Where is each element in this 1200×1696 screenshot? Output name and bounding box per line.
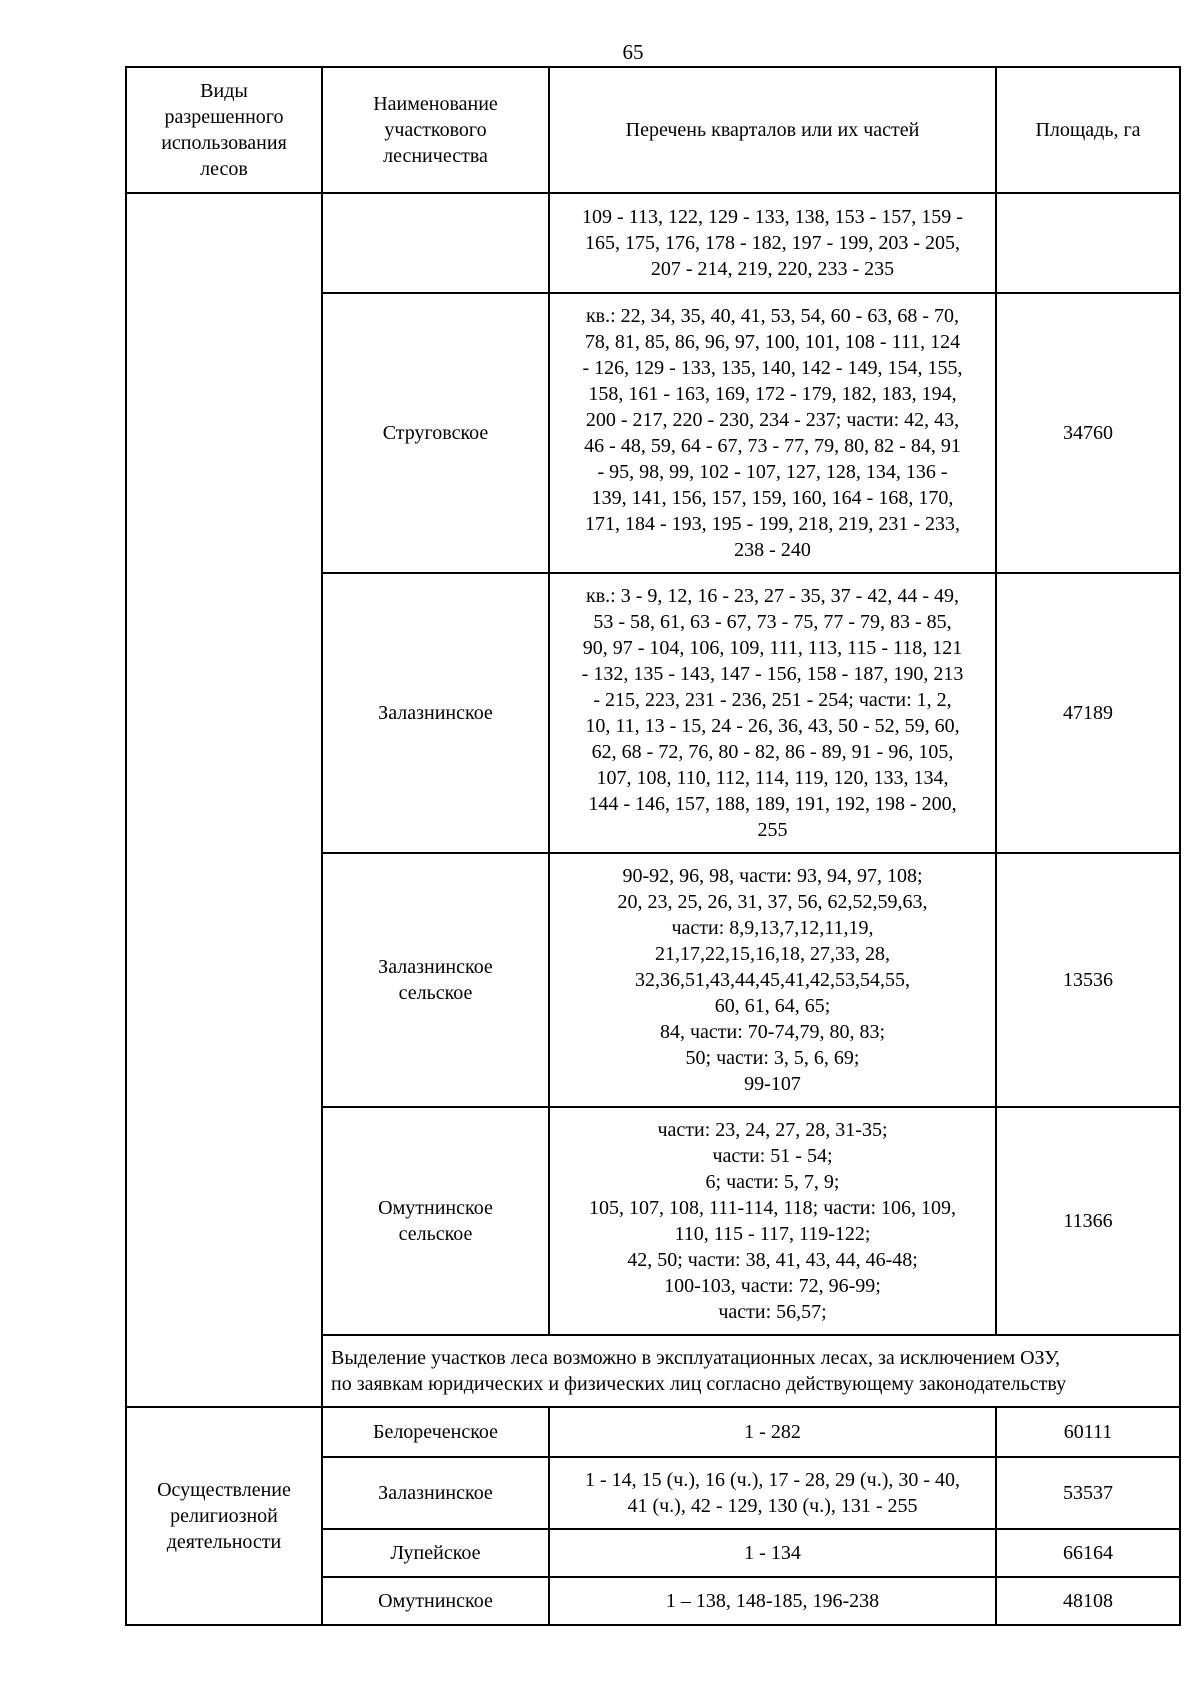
use-type-cell-empty <box>126 193 322 1407</box>
forestry-cell: Омутнинское сельское <box>322 1107 549 1335</box>
quarters-cell: кв.: 3 - 9, 12, 16 - 23, 27 - 35, 37 - 42, 44 - 49, 53 - 58, 61, 63 - 67, 73 - 75, 77 - 79, 83 - 85, 90, 97 - 104, 106, 109, 111, 113, 115 - 118, 121 - 132, 135 - 143, 147 - 156, 158 - 187, 190, 213 - 215, 223, 231 - 236, 251 - 254; части: 1, 2, 10, 11, 13 - 15, 24 - 26, 36, 43, 50 - 52, 59, 60, 62, 68 - 72, 76, 80 - 82, 86 - 89, 91 - 96, 105, 107, 108, 110, 112, 114, 119, 120, 133, 134, 144 - 146, 157, 188, 189, 191, 192, 198 - 200, 255 <box>549 573 996 853</box>
header-use-type: Виды разрешенного использования лесов <box>126 67 322 193</box>
table-row <box>126 193 1180 293</box>
area-cell: 60111 <box>996 1407 1180 1457</box>
header-quarters-list: Перечень кварталов или их частей <box>549 67 996 193</box>
forestry-cell: Омутнинское <box>322 1577 549 1625</box>
forestry-cell <box>322 193 549 293</box>
quarters-cell: 109 - 113, 122, 129 - 133, 138, 153 - 157, 159 - 165, 175, 176, 178 - 182, 197 - 199, 203 - 205, 207 - 214, 219, 220, 233 - 235 <box>549 193 996 293</box>
allocation-note: Выделение участков леса возможно в эксплуатационных лесах, за исключением ОЗУ, по заявкам юридических и физических лиц согласно действующему законодательству <box>322 1335 1180 1407</box>
header-area: Площадь, га <box>996 67 1180 193</box>
quarters-cell: 1 - 282 <box>549 1407 996 1457</box>
area-cell <box>996 193 1180 293</box>
forestry-cell: Белореченское <box>322 1407 549 1457</box>
area-cell: 11366 <box>996 1107 1180 1335</box>
quarters-cell: 1 - 14, 15 (ч.), 16 (ч.), 17 - 28, 29 (ч.), 30 - 40, 41 (ч.), 42 - 129, 130 (ч.), 131 - 255 <box>549 1457 996 1529</box>
forestry-cell: Залазнинское <box>322 1457 549 1529</box>
table-row <box>126 1407 1180 1457</box>
quarters-cell: 90-92, 96, 98, части: 93, 94, 97, 108; 20, 23, 25, 26, 31, 37, 56, 62,52,59,63, части: 8,9,13,7,12,11,19, 21,17,22,15,16,18, 27,33, 28, 32,36,51,43,44,45,41,42,53,54,55, 60, 61, 64, 65; 84, части: 70-74,79, 80, 83; 50; части: 3, 5, 6, 69; 99-107 <box>549 853 996 1107</box>
quarters-cell: кв.: 22, 34, 35, 40, 41, 53, 54, 60 - 63, 68 - 70, 78, 81, 85, 86, 96, 97, 100, 101, 108 - 111, 124 - 126, 129 - 133, 135, 140, 142 - 149, 154, 155, 158, 161 - 163, 169, 172 - 179, 182, 183, 194, 200 - 217, 220 - 230, 234 - 237; части: 42, 43, 46 - 48, 59, 64 - 67, 73 - 77, 79, 80, 82 - 84, 91 - 95, 98, 99, 102 - 107, 127, 128, 134, 136 - 139, 141, 156, 157, 159, 160, 164 - 168, 170, 171, 184 - 193, 195 - 199, 218, 219, 231 - 233, 238 - 240 <box>549 293 996 573</box>
forestry-cell: Лупейское <box>322 1529 549 1577</box>
use-type-cell-religious: Осуществление религиозной деятельности <box>126 1407 322 1625</box>
quarters-cell: 1 – 138, 148-185, 196-238 <box>549 1577 996 1625</box>
area-cell: 47189 <box>996 573 1180 853</box>
forest-use-table <box>125 66 1181 1626</box>
area-cell: 66164 <box>996 1529 1180 1577</box>
page-number: 65 <box>622 40 644 64</box>
area-cell: 34760 <box>996 293 1180 573</box>
quarters-cell: 1 - 134 <box>549 1529 996 1577</box>
forestry-cell: Залазнинское сельское <box>322 853 549 1107</box>
area-cell: 13536 <box>996 853 1180 1107</box>
forestry-cell: Залазнинское <box>322 573 549 853</box>
area-cell: 48108 <box>996 1577 1180 1625</box>
header-row <box>126 67 1180 193</box>
quarters-cell: части: 23, 24, 27, 28, 31-35; части: 51 - 54; 6; части: 5, 7, 9; 105, 107, 108, 111-114, 118; части: 106, 109, 110, 115 - 117, 119-122; 42, 50; части: 38, 41, 43, 44, 46-48; 100-103, части: 72, 96-99; части: 56,57; <box>549 1107 996 1335</box>
area-cell: 53537 <box>996 1457 1180 1529</box>
header-forestry-name: Наименование участкового лесничества <box>322 67 549 193</box>
forestry-cell: Струговское <box>322 293 549 573</box>
